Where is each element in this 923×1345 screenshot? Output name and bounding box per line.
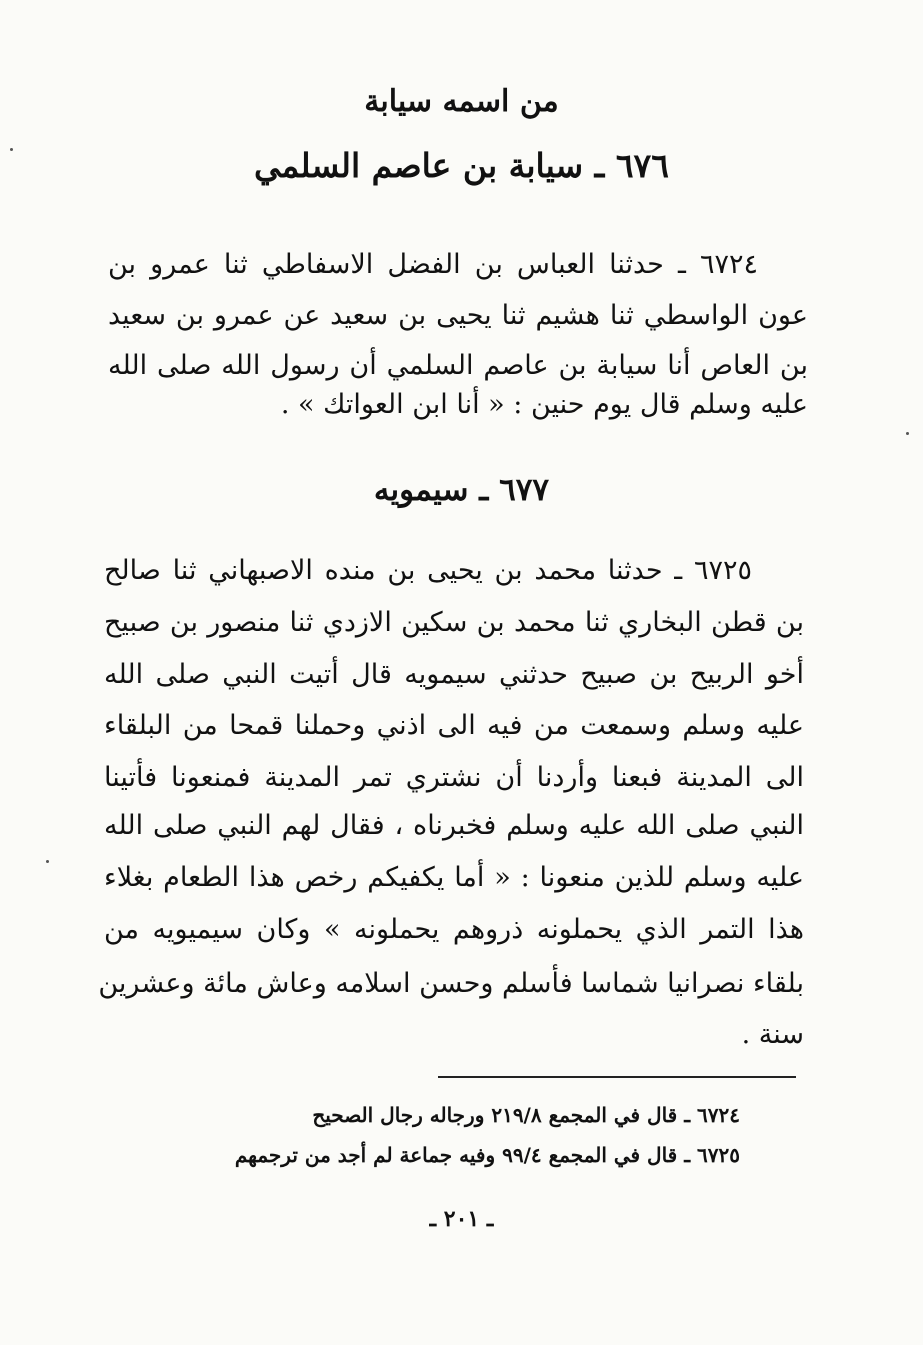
hadith-6725-line-5: الى المدينة فبعنا وأردنا أن نشتري تمر المدينة فمنعونا فأتينا: [104, 762, 804, 793]
hadith-6725-line-1: ٦٧٢٥ ـ حدثنا محمد بن يحيى بن منده الاصبهاني ثنا صالح: [104, 555, 752, 586]
hadith-6725-line-6: النبي صلى الله عليه وسلم فخبرناه ، فقال لهم النبي صلى الله: [104, 810, 804, 841]
section-heading: من اسمه سيابة: [364, 84, 559, 119]
hadith-6725-line-9: بلقاء نصرانيا شماسا فأسلم وحسن اسلامه وعاش مائة وعشرين: [98, 968, 804, 999]
page-number: ـ ٢٠١ ـ: [429, 1206, 494, 1232]
scan-speck: [46, 860, 49, 863]
entry-heading-677: ٦٧٧ ـ سيمويه: [373, 472, 550, 508]
entry-heading-676: ٦٧٦ ـ سيابة بن عاصم السلمي: [253, 146, 670, 185]
hadith-6724-line-2: عون الواسطي ثنا هشيم ثنا يحيى بن سعيد عن عمرو بن سعيد: [108, 300, 808, 331]
hadith-6725-line-3: أخو الربيح بن صبيح حدثني سيمويه قال أتيت النبي صلى الله: [104, 659, 804, 690]
hadith-6725-line-8: هذا التمر الذي يحملونه ذروهم يحملونه » وكان سيميويه من: [104, 914, 804, 945]
hadith-6725-line-7: عليه وسلم للذين منعونا : « أما يكفيكم رخص هذا الطعام بغلاء: [104, 862, 804, 893]
scan-speck: [906, 432, 909, 435]
hadith-6724-line-1: ٦٧٢٤ ـ حدثنا العباس بن الفضل الاسفاطي ثنا عمرو بن: [108, 249, 758, 280]
scan-speck: [10, 148, 13, 151]
hadith-6725-line-10: سنة .: [741, 1019, 804, 1050]
footnote-6725: ٦٧٢٥ ـ قال في المجمع ٩٩/٤ وفيه جماعة لم أجد من ترجمهم: [234, 1143, 740, 1167]
footnote-6724: ٦٧٢٤ ـ قال في المجمع ٢١٩/٨ ورجاله رجال الصحيح: [312, 1103, 740, 1127]
hadith-6724-line-3: بن العاص أنا سيابة بن عاصم السلمي أن رسول الله صلى الله: [108, 350, 808, 381]
footnote-divider: [438, 1076, 796, 1078]
hadith-6725-line-4: عليه وسلم وسمعت من فيه الى اذني وحملنا قمحا من البلقاء: [104, 710, 804, 741]
hadith-6725-line-2: بن قطن البخاري ثنا محمد بن سكين الازدي ثنا منصور بن صبيح: [104, 607, 804, 638]
hadith-6724-line-4: عليه وسلم قال يوم حنين : « أنا ابن العواتك » .: [280, 389, 808, 420]
